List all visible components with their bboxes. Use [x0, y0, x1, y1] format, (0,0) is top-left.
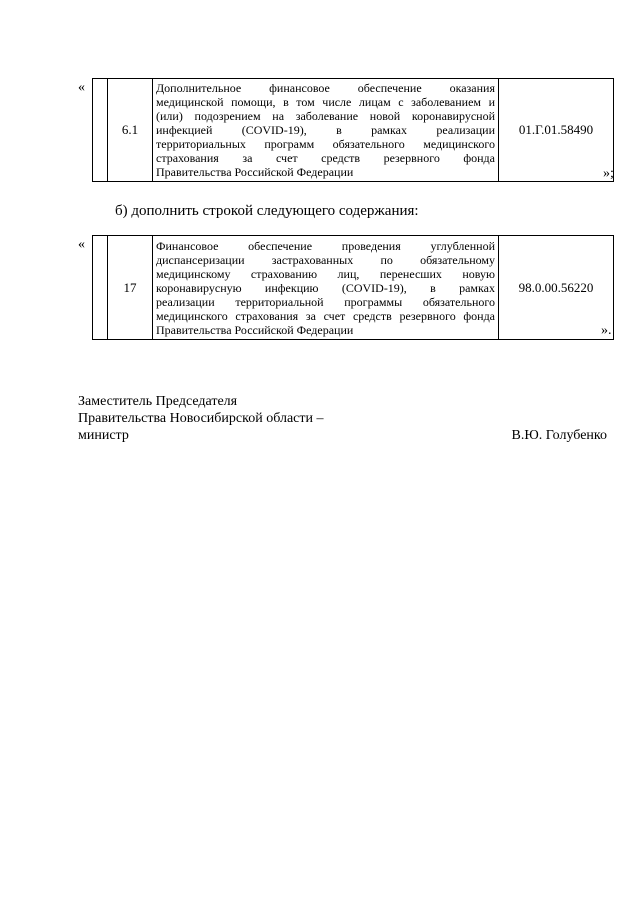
desc-line: страхования за счет средств резервного фонда — [156, 151, 495, 165]
desc-line: медицинской помощи, в том числе лицам с заболеванием и — [156, 95, 495, 109]
row-number: 17 — [108, 236, 153, 340]
open-quote-2: « — [78, 237, 85, 252]
desc-line: реализации территориальной программы обязательного — [156, 294, 495, 309]
row-number: 6.1 — [108, 79, 153, 182]
desc-line: медицинского страхования за счет средств резервного фонда — [156, 308, 495, 323]
close-quote-2: ». — [601, 323, 612, 338]
table-row-17 — [92, 235, 614, 340]
desc-line: Правительства Российской Федерации — [156, 322, 354, 337]
desc-line: территориальных программ обязательного медицинского — [156, 137, 495, 151]
blank-cell — [93, 79, 108, 182]
desc-line: Финансовое обеспечение проведения углубленной — [156, 238, 495, 253]
desc-line: Правительства Российской Федерации — [156, 165, 354, 179]
desc-line: диспансеризации застрахованных по обязательному — [156, 252, 495, 267]
desc-line: коронавирусную инфекцию (COVID-19), в рамках — [156, 280, 495, 295]
signatory-name: В.Ю. Голубенко — [511, 428, 607, 443]
signature-title-line2: Правительства Новосибирской области – — [78, 411, 324, 426]
row-code: 98.0.00.56220 — [499, 236, 614, 340]
open-quote-1: « — [78, 80, 85, 95]
desc-line: (или) подозрением на заболевание новой коронавирусной — [156, 109, 495, 123]
desc-line: Дополнительное финансовое обеспечение оказания — [156, 81, 495, 95]
signature-title-line3: министр — [78, 428, 129, 443]
desc-line: инфекцией (COVID-19), в рамках реализации — [156, 123, 495, 137]
signature-title-line1: Заместитель Председателя — [78, 394, 238, 409]
row-description — [153, 79, 499, 182]
blank-cell — [93, 236, 108, 340]
table-row-6-1 — [92, 78, 614, 182]
row-description — [153, 236, 499, 340]
close-quote-1: »; — [603, 166, 614, 181]
desc-line: медицинскому страхованию лиц, перенесших новую — [156, 266, 495, 281]
instruction-paragraph: б) дополнить строкой следующего содержания: — [115, 203, 419, 219]
row-code: 01.Г.01.58490 — [499, 79, 614, 182]
